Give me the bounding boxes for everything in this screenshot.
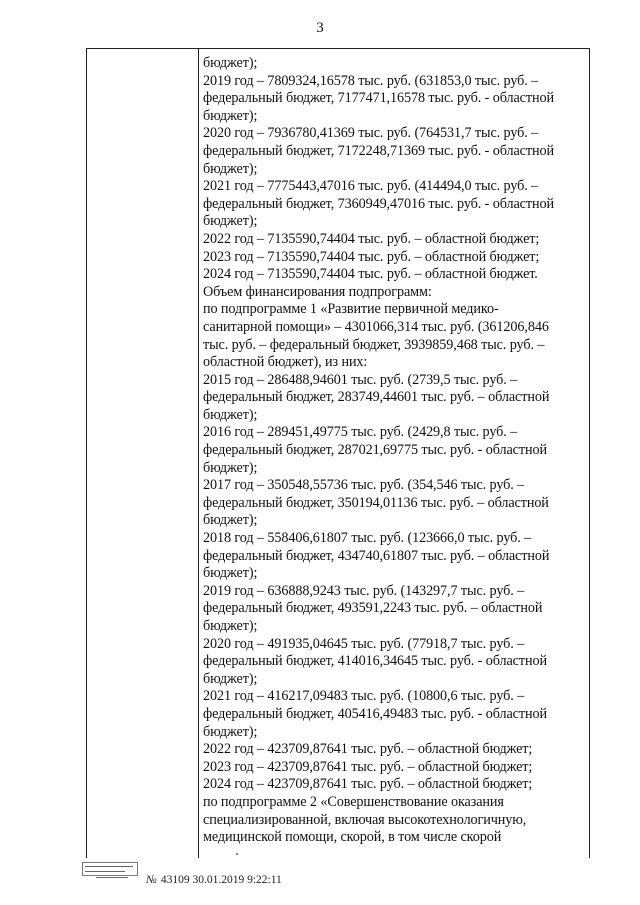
- text-line: Объем финансирования подпрограмм:: [203, 283, 432, 300]
- text-line: федеральный бюджет, 283749,44601 тыс. руб. – областной: [203, 389, 550, 406]
- text-line: 2021 год – 7775443,47016 тыс. руб. (414494,0 тыс. руб. –: [203, 178, 539, 195]
- text-line: тыс. руб. – федеральный бюджет, 3939859,468 тыс. руб. –: [203, 336, 545, 353]
- text-line: бюджет);: [203, 723, 258, 740]
- text-line: 2022 год – 423709,87641 тыс. руб. – областной бюджет;: [203, 741, 533, 758]
- text-line: медицинской помощи, скорой, в том числе скорой: [203, 829, 502, 846]
- table-left-cell: [87, 49, 199, 858]
- text-line: бюджет);: [203, 213, 258, 230]
- text-line: федеральный бюджет, 7172248,71369 тыс. руб. - областной: [203, 142, 554, 159]
- stamp-line: [96, 877, 128, 878]
- text-line: 2024 год – 423709,87641 тыс. руб. – областной бюджет;: [203, 776, 533, 793]
- text-line: бюджет);: [203, 107, 258, 124]
- stamp-line: [85, 866, 133, 867]
- text-line: бюджет);: [203, 512, 258, 529]
- text-line: по подпрограмме 2 «Совершенствование оказания: [203, 793, 504, 810]
- text-line: федеральный бюджет, 434740,61807 тыс. руб. – областной: [203, 547, 550, 564]
- text-line: по подпрограмме 1 «Развитие первичной медико-: [203, 301, 499, 318]
- text-line: федеральный бюджет, 414016,34645 тыс. руб. - областной: [203, 653, 547, 670]
- funding-text: [199, 49, 589, 847]
- text-line: 2015 год – 286488,94601 тыс. руб. (2739,5 тыс. руб. –: [203, 371, 518, 388]
- page-number: 3: [316, 20, 324, 36]
- table-right-cell: [199, 49, 589, 858]
- text-line: 2017 год – 350548,55736 тыс. руб. (354,546 тыс. руб. –: [203, 477, 525, 494]
- text-line: 2024 год – 7135590,74404 тыс. руб. – областной бюджет.: [203, 266, 538, 283]
- registration-mark: [146, 874, 282, 886]
- text-line: федеральный бюджет, 493591,2243 тыс. руб. – областной: [203, 600, 543, 617]
- text-line: федеральный бюджет, 7360949,47016 тыс. руб. - областной: [203, 195, 554, 212]
- text-line: 2020 год – 491935,04645 тыс. руб. (77918,7 тыс. руб. –: [203, 635, 525, 652]
- text-line: 2020 год – 7936780,41369 тыс. руб. (764531,7 тыс. руб. –: [203, 125, 539, 142]
- funding-table: [86, 48, 590, 858]
- text-line: 2023 год – 7135590,74404 тыс. руб. – областной бюджет;: [203, 248, 540, 265]
- text-line: федеральный бюджет, 7177471,16578 тыс. руб. - областной: [203, 90, 554, 107]
- registration-text: 43109 30.01.2019 9:22:11: [160, 874, 282, 886]
- text-line: санитарной помощи» – 4301066,314 тыс. руб. (361206,846: [203, 318, 549, 335]
- registration-stamp: [82, 856, 140, 880]
- text-line: бюджет);: [203, 618, 258, 634]
- text-line: 2018 год – 558406,61807 тыс. руб. (123666,0 тыс. руб. –: [203, 530, 532, 547]
- text-line: федеральный бюджет, 350194,01136 тыс. руб. – областной: [203, 494, 549, 511]
- text-line: 2021 год – 416217,09483 тыс. руб. (10800,6 тыс. руб. –: [203, 688, 525, 705]
- stamp-box: [82, 862, 138, 876]
- text-line: специализированной, включая высокотехнологичную,: [203, 811, 527, 828]
- text-line: федеральный бюджет, 287021,69775 тыс. руб. - областной: [203, 442, 547, 459]
- text-line: 2019 год – 636888,9243 тыс. руб. (143297,7 тыс. руб. –: [203, 582, 525, 599]
- text-line: 2022 год – 7135590,74404 тыс. руб. – областной бюджет;: [203, 230, 540, 247]
- text-line: бюджет);: [203, 670, 258, 687]
- text-line: 2016 год – 289451,49775 тыс. руб. (2429,8 тыс. руб. –: [203, 424, 518, 441]
- text-line: бюджет);: [203, 55, 258, 71]
- stamp-line: [85, 871, 125, 872]
- text-line: 2023 год – 423709,87641 тыс. руб. – областной бюджет;: [203, 758, 533, 775]
- text-line: бюджет);: [203, 565, 258, 582]
- number-sign: №: [146, 874, 157, 886]
- scan-mark: [236, 853, 238, 855]
- text-line: 2019 год – 7809324,16578 тыс. руб. (631853,0 тыс. руб. –: [203, 72, 539, 89]
- text-line: областной бюджет), из них:: [203, 354, 368, 371]
- text-line: бюджет);: [203, 406, 258, 423]
- text-line: бюджет);: [203, 459, 258, 476]
- text-line: федеральный бюджет, 405416,49483 тыс. руб. - областной: [203, 705, 547, 722]
- text-line: бюджет);: [203, 160, 258, 177]
